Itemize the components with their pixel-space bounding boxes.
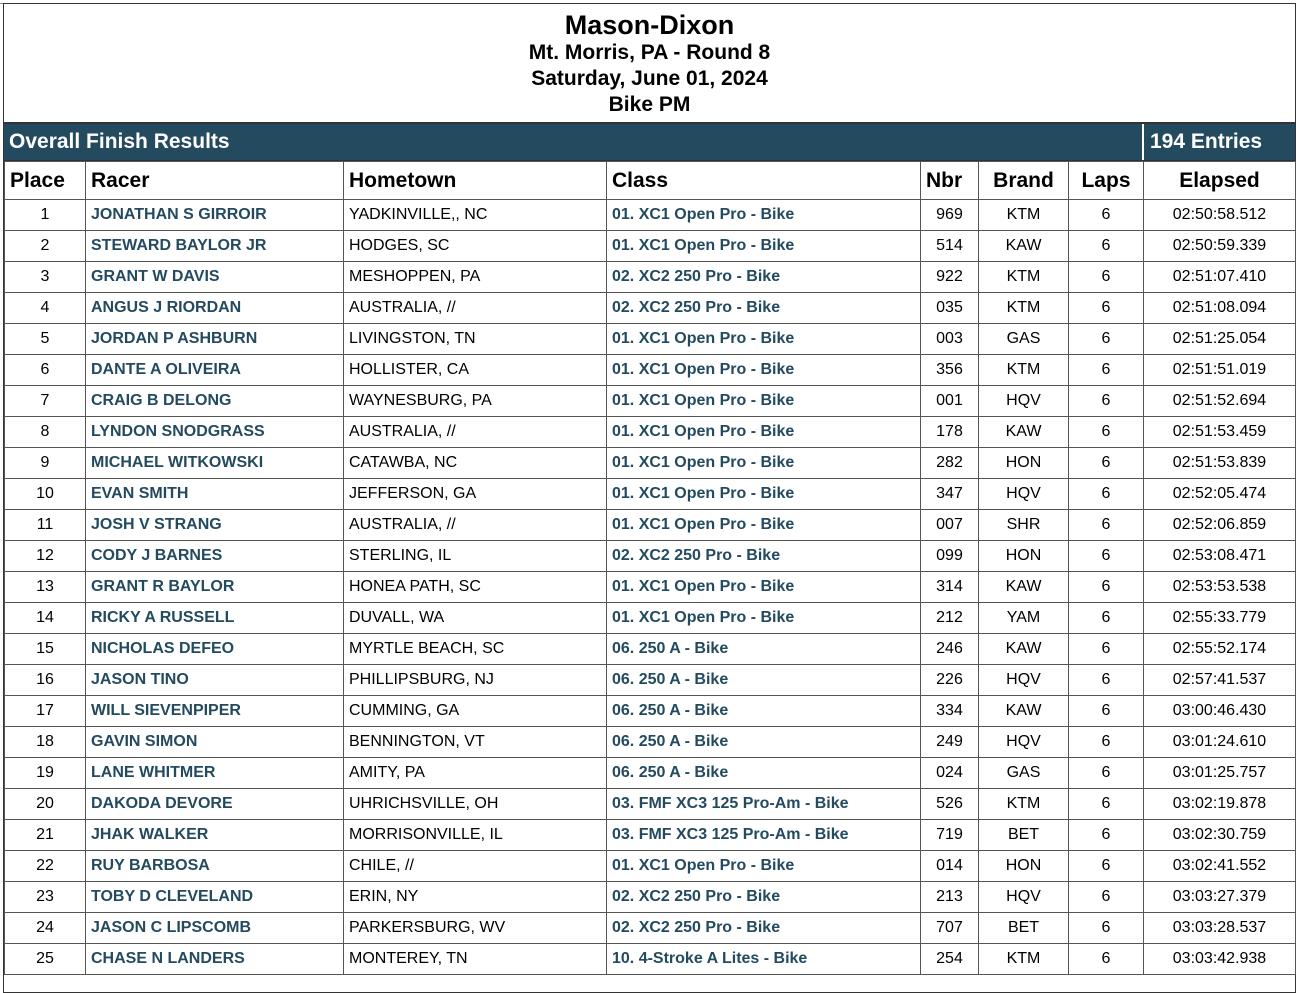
place-cell: 13 — [5, 572, 86, 603]
elapsed-cell: 02:50:58.512 — [1144, 200, 1296, 231]
nbr-cell: 212 — [921, 603, 979, 634]
results-sheet — [3, 3, 1296, 993]
hometown-cell: AUSTRALIA, // — [344, 510, 607, 541]
elapsed-cell: 02:52:06.859 — [1144, 510, 1296, 541]
laps-cell: 6 — [1069, 417, 1144, 448]
nbr-cell: 254 — [921, 944, 979, 975]
racer-link[interactable]: RICKY A RUSSELL — [86, 603, 344, 634]
nbr-cell: 035 — [921, 293, 979, 324]
hometown-cell: DUVALL, WA — [344, 603, 607, 634]
racer-link[interactable]: ANGUS J RIORDAN — [86, 293, 344, 324]
results-bar — [4, 124, 1295, 161]
table-row — [5, 913, 1296, 944]
table-row — [5, 789, 1296, 820]
nbr-cell: 246 — [921, 634, 979, 665]
laps-cell: 6 — [1069, 448, 1144, 479]
racer-link[interactable]: DAKODA DEVORE — [86, 789, 344, 820]
racer-link[interactable]: MICHAEL WITKOWSKI — [86, 448, 344, 479]
racer-link[interactable]: EVAN SMITH — [86, 479, 344, 510]
nbr-cell: 347 — [921, 479, 979, 510]
hometown-cell: JEFFERSON, GA — [344, 479, 607, 510]
laps-cell: 6 — [1069, 541, 1144, 572]
elapsed-cell: 02:51:08.094 — [1144, 293, 1296, 324]
racer-link[interactable]: GRANT R BAYLOR — [86, 572, 344, 603]
laps-cell: 6 — [1069, 758, 1144, 789]
racer-link[interactable]: LANE WHITMER — [86, 758, 344, 789]
nbr-cell: 001 — [921, 386, 979, 417]
table-row — [5, 882, 1296, 913]
laps-cell: 6 — [1069, 293, 1144, 324]
entries-count: 194 Entries — [1150, 130, 1263, 153]
nbr-cell: 024 — [921, 758, 979, 789]
place-cell: 10 — [5, 479, 86, 510]
place-cell: 12 — [5, 541, 86, 572]
nbr-cell: 514 — [921, 231, 979, 262]
elapsed-cell: 02:55:33.779 — [1144, 603, 1296, 634]
table-row — [5, 479, 1296, 510]
brand-cell: KTM — [979, 262, 1069, 293]
elapsed-cell: 02:53:53.538 — [1144, 572, 1296, 603]
elapsed-cell: 03:03:27.379 — [1144, 882, 1296, 913]
place-cell: 16 — [5, 665, 86, 696]
laps-cell: 6 — [1069, 944, 1144, 975]
racer-link[interactable]: CHASE N LANDERS — [86, 944, 344, 975]
place-cell: 23 — [5, 882, 86, 913]
place-cell: 18 — [5, 727, 86, 758]
elapsed-cell: 03:02:30.759 — [1144, 820, 1296, 851]
racer-link[interactable]: JONATHAN S GIRROIR — [86, 200, 344, 231]
class-link[interactable]: 01. XC1 Open Pro - Bike — [607, 448, 921, 479]
class-link[interactable]: 01. XC1 Open Pro - Bike — [607, 355, 921, 386]
class-link[interactable]: 01. XC1 Open Pro - Bike — [607, 200, 921, 231]
table-row — [5, 510, 1296, 541]
event-date: Saturday, June 01, 2024 — [531, 67, 768, 90]
brand-cell: HON — [979, 851, 1069, 882]
table-row — [5, 417, 1296, 448]
table-row — [5, 386, 1296, 417]
brand-cell: GAS — [979, 324, 1069, 355]
class-link[interactable]: 06. 250 A - Bike — [607, 758, 921, 789]
place-cell: 7 — [5, 386, 86, 417]
place-cell: 6 — [5, 355, 86, 386]
racer-link[interactable]: CRAIG B DELONG — [86, 386, 344, 417]
laps-cell: 6 — [1069, 355, 1144, 386]
brand-cell: BET — [979, 820, 1069, 851]
hometown-cell: WAYNESBURG, PA — [344, 386, 607, 417]
results-table — [4, 161, 1296, 975]
nbr-cell: 003 — [921, 324, 979, 355]
event-title: Mason-Dixon — [564, 10, 735, 40]
elapsed-cell: 02:55:52.174 — [1144, 634, 1296, 665]
hometown-cell: PARKERSBURG, WV — [344, 913, 607, 944]
table-row — [5, 355, 1296, 386]
col-class[interactable]: Class — [607, 162, 921, 200]
brand-cell: HQV — [979, 882, 1069, 913]
place-cell: 24 — [5, 913, 86, 944]
elapsed-cell: 03:03:42.938 — [1144, 944, 1296, 975]
table-row — [5, 200, 1296, 231]
laps-cell: 6 — [1069, 851, 1144, 882]
racer-link[interactable]: LYNDON SNODGRASS — [86, 417, 344, 448]
class-link[interactable]: 01. XC1 Open Pro - Bike — [607, 386, 921, 417]
place-cell: 14 — [5, 603, 86, 634]
racer-link[interactable]: NICHOLAS DEFEO — [86, 634, 344, 665]
brand-cell: KAW — [979, 572, 1069, 603]
nbr-cell: 178 — [921, 417, 979, 448]
laps-cell: 6 — [1069, 665, 1144, 696]
racer-link[interactable]: JASON TINO — [86, 665, 344, 696]
racer-link[interactable]: CODY J BARNES — [86, 541, 344, 572]
brand-cell: KAW — [979, 417, 1069, 448]
place-cell: 17 — [5, 696, 86, 727]
place-cell: 19 — [5, 758, 86, 789]
place-cell: 3 — [5, 262, 86, 293]
nbr-cell: 014 — [921, 851, 979, 882]
table-row — [5, 634, 1296, 665]
brand-cell: KTM — [979, 944, 1069, 975]
table-row — [5, 293, 1296, 324]
hometown-cell: MONTEREY, TN — [344, 944, 607, 975]
hometown-cell: CATAWBA, NC — [344, 448, 607, 479]
col-brand[interactable]: Brand — [979, 162, 1069, 200]
nbr-cell: 526 — [921, 789, 979, 820]
place-cell: 2 — [5, 231, 86, 262]
class-link[interactable]: 01. XC1 Open Pro - Bike — [607, 851, 921, 882]
class-link[interactable]: 06. 250 A - Bike — [607, 696, 921, 727]
table-row — [5, 324, 1296, 355]
hometown-cell: ERIN, NY — [344, 882, 607, 913]
elapsed-cell: 03:01:24.610 — [1144, 727, 1296, 758]
elapsed-cell: 03:01:25.757 — [1144, 758, 1296, 789]
place-cell: 11 — [5, 510, 86, 541]
results-title: Overall Finish Results — [4, 124, 1144, 160]
hometown-cell: AMITY, PA — [344, 758, 607, 789]
laps-cell: 6 — [1069, 913, 1144, 944]
elapsed-cell: 02:50:59.339 — [1144, 231, 1296, 262]
racer-link[interactable]: GAVIN SIMON — [86, 727, 344, 758]
nbr-cell: 249 — [921, 727, 979, 758]
brand-cell: KAW — [979, 696, 1069, 727]
col-hometown[interactable]: Hometown — [344, 162, 607, 200]
col-racer[interactable]: Racer — [86, 162, 344, 200]
laps-cell: 6 — [1069, 386, 1144, 417]
nbr-cell: 719 — [921, 820, 979, 851]
racer-link[interactable]: DANTE A OLIVEIRA — [86, 355, 344, 386]
hometown-cell: MYRTLE BEACH, SC — [344, 634, 607, 665]
nbr-cell: 314 — [921, 572, 979, 603]
laps-cell: 6 — [1069, 324, 1144, 355]
laps-cell: 6 — [1069, 200, 1144, 231]
class-link[interactable]: 06. 250 A - Bike — [607, 665, 921, 696]
elapsed-cell: 02:51:52.694 — [1144, 386, 1296, 417]
elapsed-cell: 02:51:07.410 — [1144, 262, 1296, 293]
hometown-cell: BENNINGTON, VT — [344, 727, 607, 758]
event-header — [4, 4, 1295, 124]
laps-cell: 6 — [1069, 510, 1144, 541]
laps-cell: 6 — [1069, 262, 1144, 293]
nbr-cell: 356 — [921, 355, 979, 386]
laps-cell: 6 — [1069, 603, 1144, 634]
brand-cell: SHR — [979, 510, 1069, 541]
nbr-cell: 969 — [921, 200, 979, 231]
racer-link[interactable]: RUY BARBOSA — [86, 851, 344, 882]
table-header-row — [5, 162, 1296, 200]
nbr-cell: 334 — [921, 696, 979, 727]
nbr-cell: 282 — [921, 448, 979, 479]
brand-cell: KTM — [979, 355, 1069, 386]
nbr-cell: 213 — [921, 882, 979, 913]
table-row — [5, 727, 1296, 758]
table-row — [5, 262, 1296, 293]
class-link[interactable]: 02. XC2 250 Pro - Bike — [607, 293, 921, 324]
place-cell: 4 — [5, 293, 86, 324]
racer-link[interactable]: WILL SIEVENPIPER — [86, 696, 344, 727]
elapsed-cell: 02:53:08.471 — [1144, 541, 1296, 572]
racer-link[interactable]: JASON C LIPSCOMB — [86, 913, 344, 944]
hometown-cell: PHILLIPSBURG, NJ — [344, 665, 607, 696]
brand-cell: KAW — [979, 634, 1069, 665]
laps-cell: 6 — [1069, 231, 1144, 262]
table-row — [5, 231, 1296, 262]
place-cell: 25 — [5, 944, 86, 975]
elapsed-cell: 03:02:19.878 — [1144, 789, 1296, 820]
table-row — [5, 696, 1296, 727]
class-link[interactable]: 10. 4-Stroke A Lites - Bike — [607, 944, 921, 975]
elapsed-cell: 02:51:53.839 — [1144, 448, 1296, 479]
brand-cell: KTM — [979, 293, 1069, 324]
laps-cell: 6 — [1069, 572, 1144, 603]
brand-cell: HQV — [979, 479, 1069, 510]
nbr-cell: 922 — [921, 262, 979, 293]
col-place[interactable]: Place — [5, 162, 86, 200]
class-link[interactable]: 01. XC1 Open Pro - Bike — [607, 417, 921, 448]
brand-cell: HQV — [979, 386, 1069, 417]
place-cell: 20 — [5, 789, 86, 820]
elapsed-cell: 02:51:53.459 — [1144, 417, 1296, 448]
racer-link[interactable]: STEWARD BAYLOR JR — [86, 231, 344, 262]
elapsed-cell: 02:51:51.019 — [1144, 355, 1296, 386]
laps-cell: 6 — [1069, 727, 1144, 758]
nbr-cell: 007 — [921, 510, 979, 541]
hometown-cell: MESHOPPEN, PA — [344, 262, 607, 293]
event-session: Bike PM — [608, 93, 691, 116]
racer-link[interactable]: TOBY D CLEVELAND — [86, 882, 344, 913]
elapsed-cell: 03:00:46.430 — [1144, 696, 1296, 727]
hometown-cell: UHRICHSVILLE, OH — [344, 789, 607, 820]
brand-cell: YAM — [979, 603, 1069, 634]
place-cell: 8 — [5, 417, 86, 448]
hometown-cell: HODGES, SC — [344, 231, 607, 262]
hometown-cell: AUSTRALIA, // — [344, 293, 607, 324]
table-row — [5, 758, 1296, 789]
brand-cell: HON — [979, 541, 1069, 572]
brand-cell: HQV — [979, 665, 1069, 696]
brand-cell: KTM — [979, 789, 1069, 820]
laps-cell: 6 — [1069, 882, 1144, 913]
brand-cell: GAS — [979, 758, 1069, 789]
class-link[interactable]: 01. XC1 Open Pro - Bike — [607, 231, 921, 262]
event-location-round: Mt. Morris, PA - Round 8 — [528, 41, 771, 64]
class-link[interactable]: 06. 250 A - Bike — [607, 634, 921, 665]
racer-link[interactable]: GRANT W DAVIS — [86, 262, 344, 293]
laps-cell: 6 — [1069, 634, 1144, 665]
brand-cell: KTM — [979, 200, 1069, 231]
table-row — [5, 851, 1296, 882]
place-cell: 9 — [5, 448, 86, 479]
elapsed-cell: 02:57:41.537 — [1144, 665, 1296, 696]
place-cell: 1 — [5, 200, 86, 231]
nbr-cell: 099 — [921, 541, 979, 572]
table-row — [5, 448, 1296, 479]
results-body — [5, 200, 1296, 975]
brand-cell: HQV — [979, 727, 1069, 758]
table-row — [5, 572, 1296, 603]
table-row — [5, 665, 1296, 696]
racer-link[interactable]: JOSH V STRANG — [86, 510, 344, 541]
hometown-cell: STERLING, IL — [344, 541, 607, 572]
place-cell: 21 — [5, 820, 86, 851]
table-row — [5, 944, 1296, 975]
brand-cell: KAW — [979, 231, 1069, 262]
laps-cell: 6 — [1069, 696, 1144, 727]
nbr-cell: 707 — [921, 913, 979, 944]
racer-link[interactable]: JORDAN P ASHBURN — [86, 324, 344, 355]
class-link[interactable]: 02. XC2 250 Pro - Bike — [607, 262, 921, 293]
class-link[interactable]: 06. 250 A - Bike — [607, 727, 921, 758]
elapsed-cell: 03:02:41.552 — [1144, 851, 1296, 882]
class-link[interactable]: 01. XC1 Open Pro - Bike — [607, 603, 921, 634]
laps-cell: 6 — [1069, 820, 1144, 851]
table-row — [5, 541, 1296, 572]
hometown-cell: YADKINVILLE,, NC — [344, 200, 607, 231]
laps-cell: 6 — [1069, 789, 1144, 820]
class-link[interactable]: 03. FMF XC3 125 Pro-Am - Bike — [607, 789, 921, 820]
hometown-cell: HOLLISTER, CA — [344, 355, 607, 386]
table-row — [5, 603, 1296, 634]
brand-cell: HON — [979, 448, 1069, 479]
col-laps[interactable]: Laps — [1069, 162, 1144, 200]
col-elapsed[interactable]: Elapsed — [1144, 162, 1296, 200]
laps-cell: 6 — [1069, 479, 1144, 510]
col-nbr[interactable]: Nbr — [921, 162, 979, 200]
class-link[interactable]: 01. XC1 Open Pro - Bike — [607, 572, 921, 603]
place-cell: 15 — [5, 634, 86, 665]
class-link[interactable]: 01. XC1 Open Pro - Bike — [607, 510, 921, 541]
place-cell: 22 — [5, 851, 86, 882]
place-cell: 5 — [5, 324, 86, 355]
nbr-cell: 226 — [921, 665, 979, 696]
class-link[interactable]: 02. XC2 250 Pro - Bike — [607, 882, 921, 913]
hometown-cell: CUMMING, GA — [344, 696, 607, 727]
class-link[interactable]: 02. XC2 250 Pro - Bike — [607, 541, 921, 572]
hometown-cell: MORRISONVILLE, IL — [344, 820, 607, 851]
table-row — [5, 820, 1296, 851]
hometown-cell: LIVINGSTON, TN — [344, 324, 607, 355]
class-link[interactable]: 01. XC1 Open Pro - Bike — [607, 324, 921, 355]
class-link[interactable]: 01. XC1 Open Pro - Bike — [607, 479, 921, 510]
hometown-cell: HONEA PATH, SC — [344, 572, 607, 603]
elapsed-cell: 02:51:25.054 — [1144, 324, 1296, 355]
class-link[interactable]: 02. XC2 250 Pro - Bike — [607, 913, 921, 944]
hometown-cell: CHILE, // — [344, 851, 607, 882]
class-link[interactable]: 03. FMF XC3 125 Pro-Am - Bike — [607, 820, 921, 851]
elapsed-cell: 02:52:05.474 — [1144, 479, 1296, 510]
elapsed-cell: 03:03:28.537 — [1144, 913, 1296, 944]
racer-link[interactable]: JHAK WALKER — [86, 820, 344, 851]
brand-cell: BET — [979, 913, 1069, 944]
hometown-cell: AUSTRALIA, // — [344, 417, 607, 448]
